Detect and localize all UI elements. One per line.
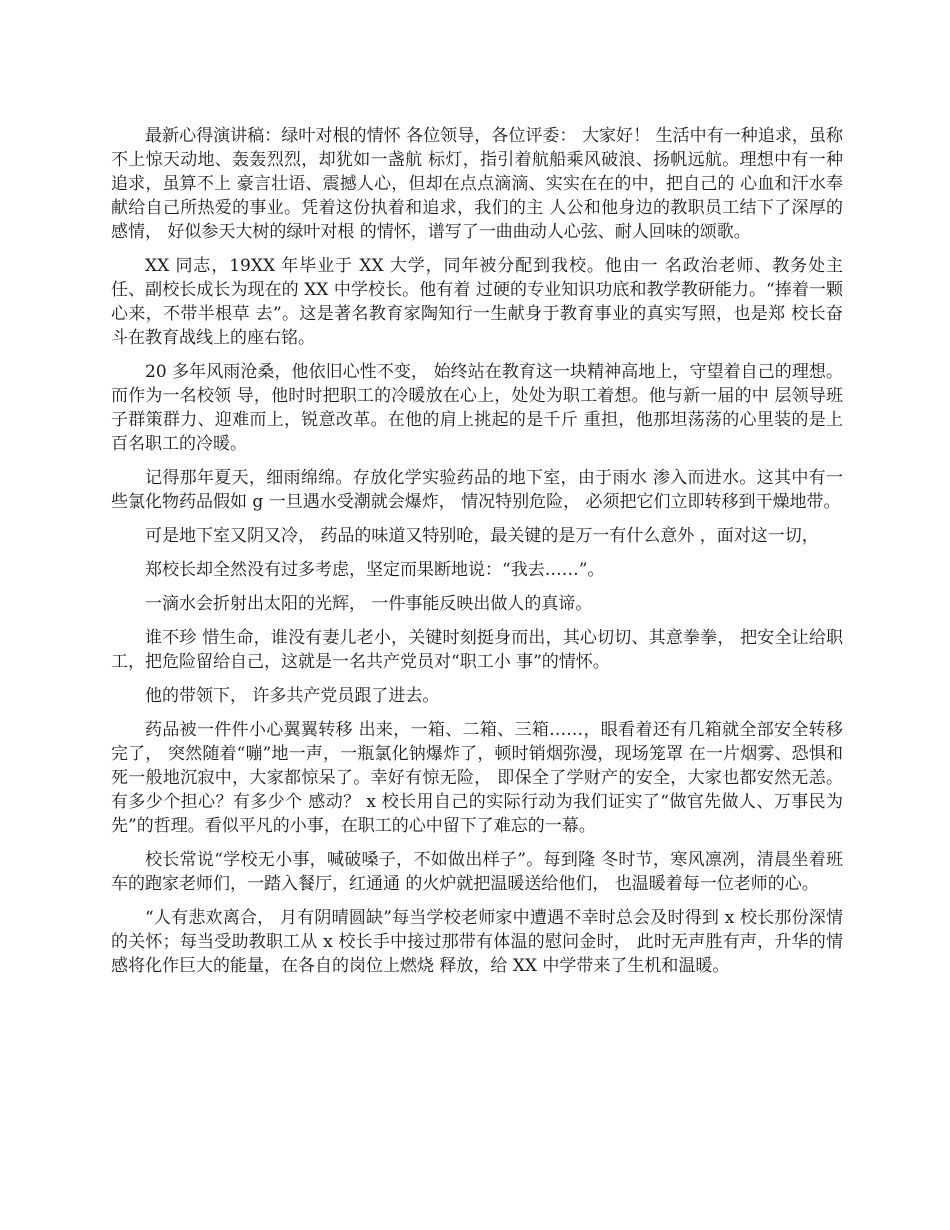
paragraph-leadership: 他的带领下， 许多共产党员跟了进去。 (145, 686, 440, 706)
paragraph-summer-flood: 记得那年夏天，细雨绵绵。存放化学实验药品的地下室，由于雨水 渗入而进水。这其中有一些氯化物药品假如 g 一旦遇水受潮就会爆炸， 情况特别危险， 必须把它们立即转移到干燥地带。 (111, 468, 843, 512)
paragraph-care: “人有悲欢离合， 月有阴晴圆缺”每当学校老师家中遭遇不幸时总会及时得到 x 校长那份深情的关怀；每当受助教职工从 x 校长手中接过那带有体温的慰问金时， 此时无声胜有声，升华的情感将化作巨大的能量，在各自的岗位上燃烧 释放，给 XX 中学带来了生机和温暖。 (111, 908, 843, 976)
paragraph-water-drop: 一滴水会折射出太阳的光辉， 一件事能反映出做人的真谛。 (145, 594, 593, 614)
paragraph-explosion: 药品被一件件小心翼翼转移 出来，一箱、二箱、三箱……，眼看着还有几箱就全部安全转移完了， 突然随着“嘣”地一声，一瓶氯化钠爆炸了，顿时销烟弥漫，现场笼罩 在一片烟雾、恐惧和死一般地沉寂中，大家都惊呆了。幸好有惊无险， 即保全了学财产的安全，大家也都安然无恙。有多少个担心？有多少个 感动？ x 校长用自己的实际行动为我们证实了“做官先做人、万事民为 先”的哲理。看似平凡的小事，在职工的心中留下了难忘的一幕。 (111, 720, 843, 836)
paragraph-no-small-matters: 校长常说“学校无小事，喊破嗓子，不如做出样子”。每到隆 冬时节，寒风凛冽，清晨坐着班车的跑家老师们，一踏入餐厅，红通通 的火炉就把温暖送给他们， 也温暖着每一位老师的心。 (111, 850, 843, 894)
paragraph-background: XX 同志，19XX 年毕业于 XX 大学，同年被分配到我校。他由一 名政治老师、教务处主任、副校长成长为现在的 XX 中学校长。他有着 过硬的专业知识功底和教学教研能力。“捧着一颗心来，不带半根草 去”。这是著名教育家陶知行一生献身于教育事业的真实写照，也是郑 校长奋斗在教育战线上的座右铭。 (111, 256, 843, 348)
paragraph-basement: 可是地下室又阴又冷， 药品的味道又特别呛，最关键的是万一有什么意外 ，面对这一切， (145, 526, 819, 546)
paragraph-cherish-life: 谁不珍 惜生命，谁没有妻儿老小，关键时刻挺身而出，其心切切、其意拳拳， 把安全让给职工，把危险留给自己，这就是一名共产党员对“职工小 事”的情怀。 (111, 628, 843, 672)
paragraph-twenty-years: 20 多年风雨沧桑，他依旧心性不变， 始终站在教育这一块精神高地上，守望着自己的理想。而作为一名校领 导，他时时把职工的冷暖放在心上，处处为职工着想。他与新一届的中 层领导班子群策群力、迎难而上，锐意改革。在他的肩上挑起的是千斤 重担，他那坦荡荡的心里装的是上百名职工的冷暖。 (111, 362, 843, 454)
paragraph-intro: 最新心得演讲稿：绿叶对根的情怀 各位领导，各位评委： 大家好！ 生活中有一种追求，虽称不上惊天动地、轰轰烈烈，却犹如一盏航 标灯，指引着航船乘风破浪、扬帆远航。理想中有一种追求，虽算不上 豪言壮语、震撼人心，但却在点点滴滴、实实在在的中，把自己的 心血和汗水奉献给自己所热爱的事业。凭着这份执着和追求，我们的主 人公和他身边的教职员工结下了深厚的感情， 好似参天大树的绿叶对根 的情怀，谱写了一曲曲动人心弦、耐人回味的颂歌。 (111, 126, 843, 242)
document-body (111, 124, 843, 988)
paragraph-i-go: 郑校长却全然没有过多考虑，坚定而果断地说：“我去……”。 (145, 560, 605, 580)
